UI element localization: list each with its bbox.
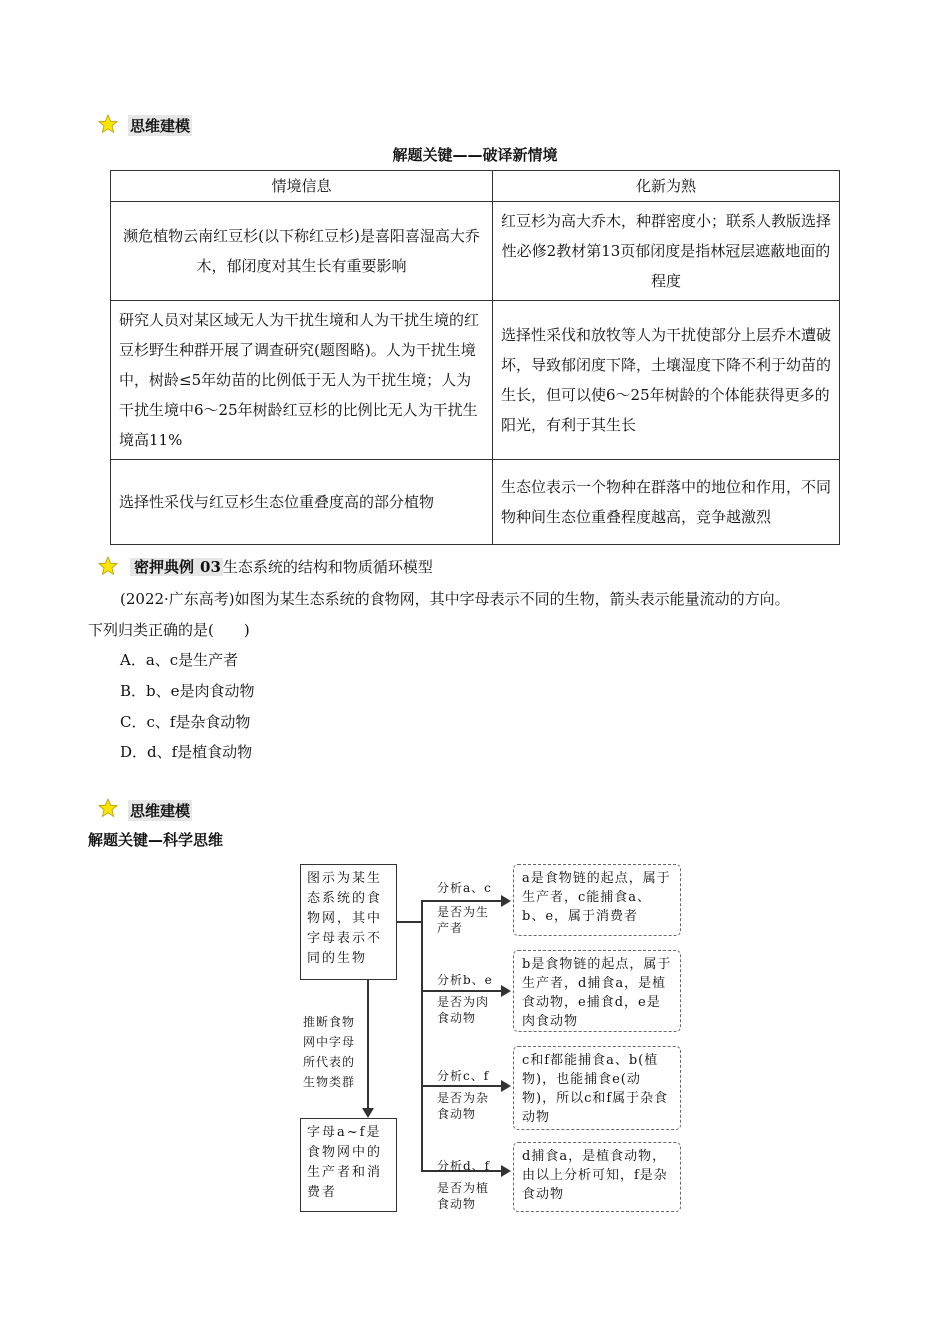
option-c: C．c、f是杂食动物 bbox=[120, 713, 251, 731]
branch-label: 是否为肉食动物 bbox=[437, 995, 490, 1025]
table-cell: 生态位表示一个物种在群落中的地位和作用，不同物种间生态位重叠程度越高，竞争越激烈 bbox=[493, 460, 840, 545]
table-header-row bbox=[111, 171, 840, 202]
table-cell: 红豆杉为高大乔木，种群密度小；联系人教版选择性必修2教材第13页郁闭度是指林冠层遮蔽地面的程度 bbox=[493, 202, 840, 301]
arrow-head-icon bbox=[501, 895, 511, 907]
option-d: D．d、f是植食动物 bbox=[120, 743, 253, 761]
branch-label: 分析c、f bbox=[437, 1069, 490, 1083]
connector-line bbox=[397, 921, 422, 923]
arrow-head-icon bbox=[501, 985, 511, 997]
star-icon bbox=[98, 556, 118, 576]
table-cell: 研究人员对某区域无人为干扰生境和人为干扰生境的红豆杉野生种群开展了调查研究(题图略)。人为干扰生境中，树龄≤5年幼苗的比例低于无人为干扰生境；人为干扰生境中6～25年树龄红豆杉的比例比无人为干扰生境高11% bbox=[111, 301, 493, 460]
example-title: 生态系统的结构和物质循环模型 bbox=[222, 558, 433, 576]
section-heading: 思维建模 bbox=[130, 117, 191, 135]
question-line1 bbox=[120, 588, 880, 609]
table-cell: 选择性采伐和放牧等人为干扰使部分上层乔木遭破坏，导致郁闭度下降，土壤湿度下降不利于幼苗的生长，但可以使6～25年树龄的个体能获得更多的阳光，有利于其生长 bbox=[493, 301, 840, 460]
star-icon bbox=[98, 114, 118, 134]
connector-line bbox=[421, 900, 423, 1170]
connector-line bbox=[421, 990, 503, 992]
section-heading: 思维建模 bbox=[130, 802, 191, 820]
connector-line bbox=[421, 900, 503, 902]
question-source: (2022·广东高考) bbox=[120, 590, 235, 608]
table-title: 解题关键——破译新情境 bbox=[392, 146, 558, 164]
arrow-head-icon bbox=[501, 1080, 511, 1092]
table-cell: 濒危植物云南红豆杉(以下称红豆杉)是喜阳喜湿高大乔木，郁闭度对其生长有重要影响 bbox=[111, 202, 493, 301]
table-row bbox=[111, 202, 840, 301]
option-b: B．b、e是肉食动物 bbox=[120, 682, 255, 700]
branch-label: 是否为植食动物 bbox=[437, 1181, 490, 1211]
table-row bbox=[111, 301, 840, 460]
table-cell: 选择性采伐与红豆杉生态位重叠度高的部分植物 bbox=[111, 460, 493, 545]
connector-line bbox=[367, 980, 369, 1110]
example-heading bbox=[130, 556, 433, 577]
branch-label: 分析b、e bbox=[437, 973, 493, 987]
question-line2: 下列归类正确的是( ) bbox=[88, 621, 250, 639]
result-box: d捕食a，是植食动物，由以上分析可知，f是杂食动物 bbox=[513, 1142, 681, 1212]
result-box: b是食物链的起点，属于生产者，d捕食a，是植食动物，e捕食d，e是肉食动物 bbox=[513, 950, 681, 1032]
question-text: 如图为某生态系统的食物网，其中字母表示不同的生物，箭头表示能量流动的方向。 bbox=[234, 590, 790, 608]
column-header: 化新为熟 bbox=[493, 171, 840, 202]
middle-label: 推断食物网中字母所代表的生物类群 bbox=[303, 1015, 356, 1089]
example-label: 密押典例 bbox=[130, 558, 198, 576]
key-table bbox=[110, 170, 840, 545]
branch-label: 是否为生产者 bbox=[437, 905, 490, 935]
arrow-head-icon bbox=[501, 1165, 511, 1177]
diagram-subtitle: 解题关键—科学思维 bbox=[88, 831, 224, 849]
option-a: A．a、c是生产者 bbox=[120, 651, 239, 669]
branch-label: 是否为杂食动物 bbox=[437, 1091, 490, 1121]
star-icon bbox=[98, 798, 118, 818]
branch-label: 分析d、f bbox=[437, 1159, 491, 1173]
result-box: c和f都能捕食a、b(植物)，也能捕食e(动物)，所以c和f属于杂食动物 bbox=[513, 1046, 681, 1130]
example-number: 03 bbox=[200, 558, 221, 576]
start-box: 图示为某生态系统的食物网，其中字母表示不同的生物 bbox=[300, 864, 397, 980]
connector-line bbox=[421, 1085, 503, 1087]
table-row bbox=[111, 460, 840, 545]
end-box: 字母a~f是食物网中的生产者和消费者 bbox=[300, 1118, 397, 1212]
result-box: a是食物链的起点，属于生产者，c能捕食a、b、e，属于消费者 bbox=[513, 864, 681, 936]
arrow-head-icon bbox=[362, 1108, 374, 1118]
branch-label: 分析a、c bbox=[437, 881, 492, 895]
column-header: 情境信息 bbox=[111, 171, 493, 202]
